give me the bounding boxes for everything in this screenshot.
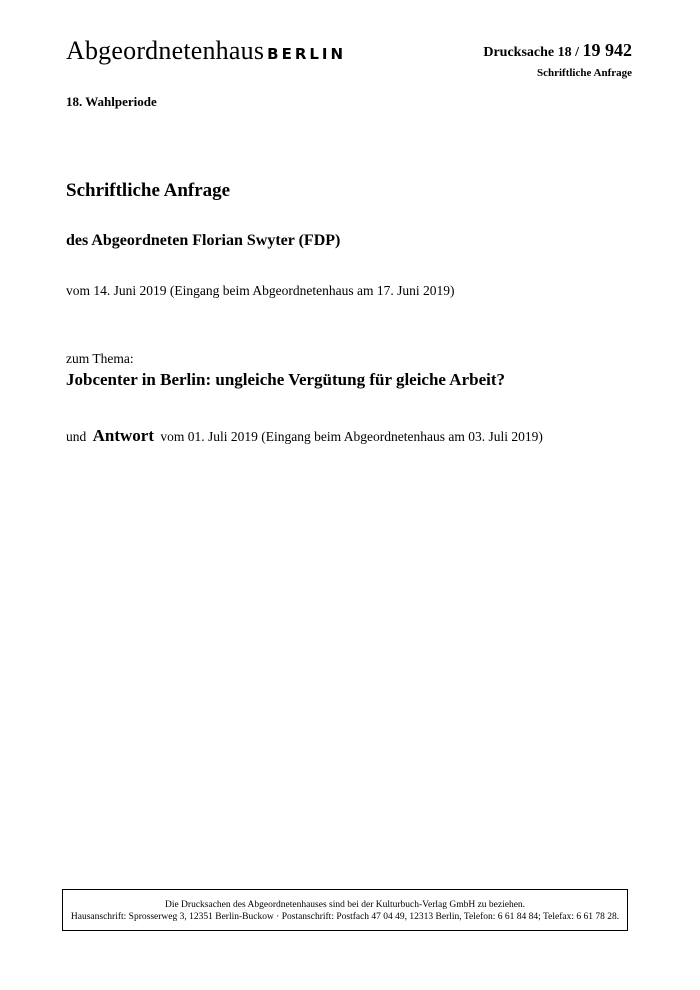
document-type: Schriftliche Anfrage (536, 67, 632, 79)
drucksache-label: Drucksache 18 / (483, 45, 579, 60)
drucksache-number: 19 942 (582, 40, 632, 60)
document-number (483, 40, 632, 61)
submission-dates: vom 14. Juni 2019 (Eingang beim Abgeordnetenhaus am 17. Juni 2019) (66, 283, 455, 298)
wahlperiode: 18. Wahlperiode (66, 94, 157, 109)
answer-dates: vom 01. Juli 2019 (Eingang beim Abgeordnetenhaus am 03. Juli 2019) (160, 429, 543, 444)
document-title: Schriftliche Anfrage (66, 180, 231, 201)
footer-box (62, 889, 628, 931)
parliament-logo (66, 36, 346, 66)
logo-city: BERLIN (267, 45, 347, 63)
footer-line-1: Die Drucksachen des Abgeordnetenhauses sind bei der Kulturbuch-Verlag GmbH zu beziehen. (164, 900, 526, 910)
footer-line-2: Hausanschrift: Sprosserweg 3, 12351 Berlin-Buckow · Postanschrift: Postfach 47 04 49, 12313 Berlin, Telefon: 6 61 84 84; Telefax: 6 61 78 28. (70, 912, 620, 922)
topic-title: Jobcenter in Berlin: ungleiche Vergütung für gleiche Arbeit? (66, 370, 505, 389)
logo-wordmark: Abgeordnetenhaus (66, 36, 265, 65)
answer-line (66, 426, 543, 446)
answer-label: Antwort (92, 426, 155, 445)
author-line: des Abgeordneten Florian Swyter (FDP) (66, 232, 341, 249)
topic-label: zum Thema: (66, 351, 134, 366)
answer-prefix: und (66, 429, 87, 444)
